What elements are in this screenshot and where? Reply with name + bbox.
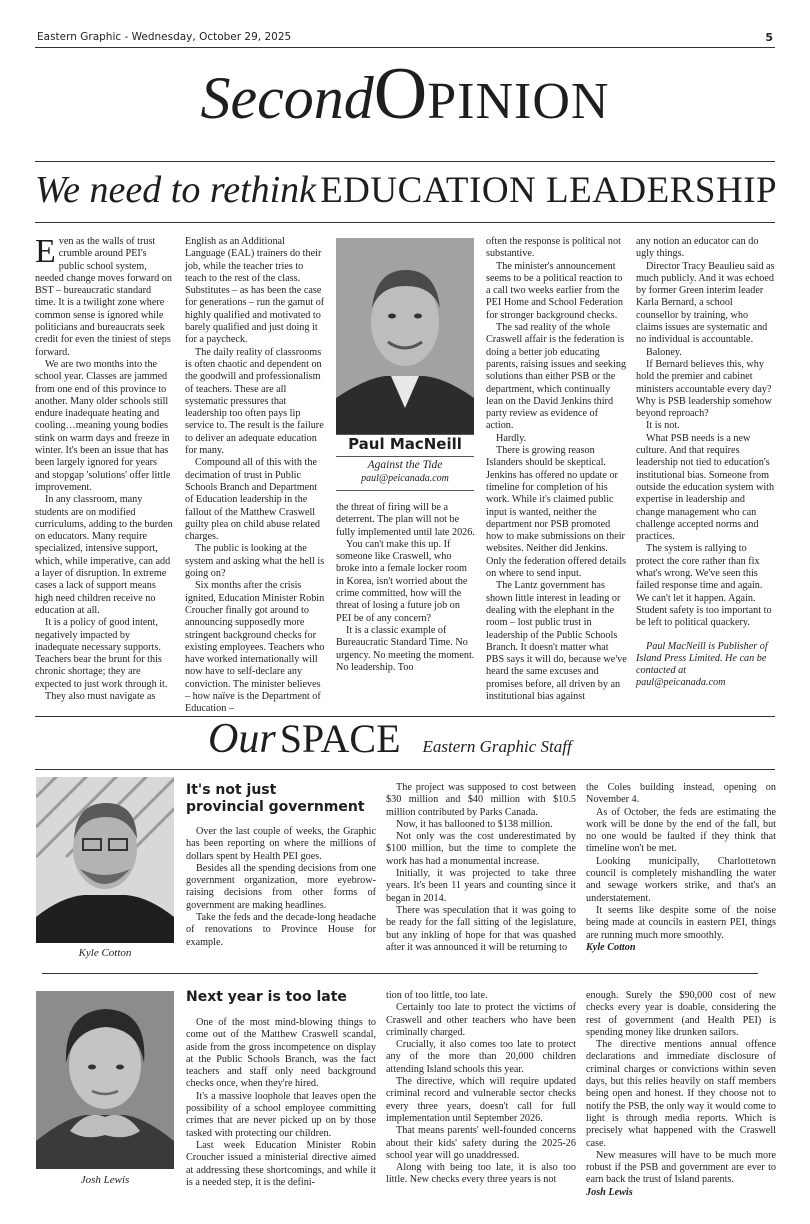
article-column-3 xyxy=(336,502,476,674)
paragraph: English as an Additional Language (EAL) trainers do their job, while the teacher tries to teach to the rest of the class. Substitutes – as has been the case for generations – run the gamut of highly qualified and motivated to barely qualified and just doing it for a paycheck. xyxy=(185,236,325,346)
photo-caption: Josh Lewis xyxy=(80,1174,130,1186)
paragraph: Not only was the cost underestimated by $100 million, but the time to complete the work has had a monumental increase. xyxy=(386,831,576,867)
paragraph: It is not. xyxy=(646,420,680,432)
story-headline xyxy=(186,782,381,818)
article-column-4 xyxy=(486,236,627,703)
paragraph: The directive mentions annual offence declarations and immediate disclosure of criminal charges or convictions within seven days, but this relies heavily on staff members being open and honest. If they choose not to notify the PSB, the only way it would come to light is through media reports. Which is precisely what happened with the Craswell case. xyxy=(586,1039,776,1149)
paragraph: ven as the walls of trust crumble around PEI's public school system, needed change moves forward on BST – bureaucratic standard time. It is a twilight zone where common sense is ignored while politicians and bureaucrats seek credit for even the tiniest of steps forward. xyxy=(35,236,172,358)
headline-rule xyxy=(35,222,775,223)
paragraph: Baloney. xyxy=(646,346,682,358)
staff-photo-kyle xyxy=(36,777,174,943)
paragraph: It seems like despite some of the noise being made at councils in eastern PEI, things are running much more smoothly. xyxy=(586,904,776,941)
paragraph: Certainly too late to protect the victims of Craswell and other teachers who have been criminally charged. xyxy=(386,1002,576,1038)
section-title xyxy=(0,52,810,136)
paragraph: enough. Surely the $90,000 cost of new checks every year is doable, considering the rest of government (and Health PEI) is spending money like drunken sailors. xyxy=(586,990,776,1038)
author-credit: Paul MacNeill is Publisher of Island Press Limited. He can be contacted at paul@peicanada.com xyxy=(636,640,768,689)
paragraph: Along with being too late, it is also too little. New checks every three years is not xyxy=(386,1162,576,1186)
paragraph: The daily reality of classrooms is often chaotic and dependent on the goodwill and professionalism of teachers. These are all systematic pressures that leadership too often pays lip service to. The result is the failure to deliver an adequate education for many. xyxy=(185,346,324,457)
headline-italic: We need to rethink xyxy=(35,169,317,211)
title-rule xyxy=(35,161,775,162)
story1-column-2 xyxy=(386,782,576,954)
paragraph: What PSB needs is a new culture. And that requires leadership not tied to education's institutional bias. Someone from outside the education system with expertise in leadership and change management who can challenge accepted norms and practices. xyxy=(636,432,775,543)
paragraph: There is growing reason Islanders should be skeptical. Jenkins has offered no update or timeline for completion of his work. While it's claimed public input is wanted, neither the department nor PSB promoted how to make submissions on their websites. Neither did Jenkins. Only the federation offered details on where to send input. xyxy=(486,445,627,580)
our-space-italic: Our xyxy=(208,716,276,762)
headline-caps: EDUCATION LEADERSHIP xyxy=(320,170,778,211)
paragraph: The directive, which will require updated criminal record and vulnerable sector checks every three years, doesn't call for full implementation until September 2026. xyxy=(386,1076,576,1124)
story2-column-1 xyxy=(186,1017,376,1189)
paragraph: The system is rallying to protect the core rather than fix what's wrong. We've seen this failed response time and again. We can't let it happen. Again. Student safety is too important to be left to political quackery. xyxy=(636,543,772,629)
paragraph: We are two months into the school year. Classes are jammed from one end of this province to another. Many older schools still endure inadequate heating and cooling…meaning young bodies stink on warm days and freeze in winter. It's been an issue that has been largely ignored for years and stopgap 'solutions' offer little improvement. xyxy=(35,358,171,493)
paragraph: The project was supposed to cost between $30 million and $40 million with $10.5 million contributed by Parks Canada. xyxy=(386,782,576,818)
our-space-caps: SPACE xyxy=(279,716,401,761)
paragraph: As of October, the feds are estimating the work will be done by the end of the fall, but no one would be faulted if they think that timeline won't be met. xyxy=(586,806,776,855)
paragraph: the Coles building instead, opening on November 4. xyxy=(586,782,776,806)
author-portrait xyxy=(336,238,474,434)
story1-column-1 xyxy=(186,826,376,949)
author-name: Paul MacNeill xyxy=(348,435,462,453)
paragraph: Six months after the crisis ignited, Education Minister Robin Croucher finally got around to announcing supposedly more stringent background checks for existing employees. Teachers who have worked internationally will now have to self-declare any conviction. The minister believes – how naïve is the Department of Education – xyxy=(185,580,325,715)
paragraph: Besides all the spending decisions from one government organization, more eyebrow-raising decisions from other forms of government are making headlines. xyxy=(186,862,376,911)
author-email: paul@peicanada.com xyxy=(361,473,449,484)
paragraph: any notion an educator can do ugly things. xyxy=(636,236,759,260)
byline-rule xyxy=(336,456,474,457)
paragraph: Take the feds and the decade-long headache of renovations to Province House for example. xyxy=(186,912,376,948)
headline xyxy=(35,168,780,220)
paragraph: There was speculation that it was going to be ready for the fall sitting of the legislature, but any inkling of hope for that was quashed after it was announced it will be returning to xyxy=(386,904,576,953)
paragraph: Looking municipally, Charlottetown council is completely mishandling the water and sewage workers strike, and that's an understatement. xyxy=(586,855,776,904)
folio-rule xyxy=(35,47,775,48)
story-divider xyxy=(42,973,758,974)
author-photo xyxy=(336,238,474,434)
page-number: 5 xyxy=(765,31,773,44)
section-title-caps: PINION xyxy=(427,73,610,130)
paragraph: One of the most mind-blowing things to come out of the Matthew Craswell scandal, aside from the gross incompetence on display at the Public Schools Branch, was the fact teachers and staff only need background checks once, when they're hired. xyxy=(186,1017,376,1090)
story2-column-2 xyxy=(386,990,576,1187)
paragraph: The minister's announcement seems to be a political reaction to a call two weeks earlier from the PEI Home and School Federation for stronger background checks. xyxy=(486,260,623,321)
paragraph: It's a massive loophole that leaves open the possibility of a school employee committing crimes that are never picked up on by those tasked with protecting our children. xyxy=(186,1090,376,1139)
paragraph: Crucially, it also comes too late to protect any of the more than 20,000 children attending Island schools this year. xyxy=(386,1039,576,1075)
story-signature: Josh Lewis xyxy=(586,1186,633,1198)
paragraph: It is a policy of good intent, negatively impacted by inadequate necessary supports. Teachers bear the brunt for this chronic shortage; they are expected to just work through it. xyxy=(35,617,168,690)
article-column-2 xyxy=(185,236,325,716)
staff-photo-josh xyxy=(36,991,174,1169)
josh-portrait xyxy=(36,991,174,1169)
paragraph: Last week Education Minister Robin Croucher issued a ministerial directive aimed at addressing these shortcomings, and while it is a needed step, it is the defini- xyxy=(186,1139,376,1188)
story-headline-line: provincial government xyxy=(186,799,365,815)
article-column-1 xyxy=(35,233,174,703)
paragraph: If Bernard believes this, why hold the premier and cabinet ministers accountable every day? Why is PSB leadership somehow beyond reproach? xyxy=(636,358,772,420)
paragraph: Director Tracy Beaulieu said as much publicly. And it was echoed by former Green interim leader Karla Bernard, a school counsellor by training, who claims issues are systematic and no individual is accountable. xyxy=(636,260,775,346)
paragraph: the threat of firing will be a deterrent. The plan will not be fully implemented until late 2026. xyxy=(336,502,475,538)
folio-text: Eastern Graphic - Wednesday, October 29, 2025 xyxy=(37,31,292,43)
story-headline-line: It's not just xyxy=(186,782,277,798)
paragraph: You can't make this up. If someone like Craswell, who broke into a female locker room in Korea, isn't worried about the crime committed, how will the threat of losing a future job on PEI be of any concern? xyxy=(336,538,468,624)
byline-rule xyxy=(336,490,474,491)
paragraph: tion of too little, too late. xyxy=(386,990,488,1001)
paragraph: In any classroom, many students are on modified curriculums, adding to the burden on educators. Many require specialized, intensive support, which, while imperative, can add a layer of disruption. In extreme cases a lack of support means high need children receive no education at all. xyxy=(35,494,173,616)
section-rule xyxy=(35,769,775,770)
column-name: Against the Tide xyxy=(367,459,443,471)
paragraph: often the response is political not substantive. xyxy=(486,236,621,260)
paragraph: The sad reality of the whole Craswell affair is the federation is doing a better job educating parents, raising issues and seeking solutions than either PSB or the department, which continually lean on the David Jenkins third party review as evidence of action. xyxy=(486,322,627,432)
paragraph: That means parents' well-founded concerns about their kids' safety during the 2025-26 school year will go unaddressed. xyxy=(386,1125,576,1161)
drop-cap: E xyxy=(35,233,56,270)
paragraph: Compound all of this with the decimation of trust in Public Schools Branch and Department of Education leadership in the fallout of the Matthew Craswell guilty plea on child abuse related charges. xyxy=(185,457,320,543)
folio xyxy=(37,31,773,47)
story2-column-3 xyxy=(586,990,776,1199)
story1-column-3 xyxy=(586,782,776,954)
section-title-italic: Second xyxy=(200,65,374,131)
our-space-title xyxy=(0,715,810,771)
section-title-big-letter: O xyxy=(373,53,428,135)
paragraph: They also must navigate as xyxy=(45,690,156,702)
photo-caption: Kyle Cotton xyxy=(78,947,132,959)
paragraph: It is a classic example of Bureaucratic Standard Time. No urgency. No meeting the moment. No leadership. Too xyxy=(336,624,475,673)
kyle-portrait xyxy=(36,777,174,943)
article-column-5 xyxy=(636,236,776,690)
paragraph: Hardly. xyxy=(496,432,527,444)
our-space-staff: Eastern Graphic Staff xyxy=(422,737,572,756)
story-headline: Next year is too late xyxy=(186,989,347,1005)
paragraph: The public is looking at the system and asking what the hell is going on? xyxy=(185,543,325,580)
paragraph: The Lantz government has shown little interest in leading or dealing with the elephant in the room – lost public trust in leadership of the Public Schools Branch. It doesn't matter what PBS says it will do, because we've heard the same excuses and promises before, all driven by an institutional bias against xyxy=(486,580,627,702)
paragraph: Initially, it was projected to take three years. It's been 11 years and counting since it began in 2014. xyxy=(386,868,576,904)
paragraph: New measures will have to be much more robust if the PSB and government are ever to earn back the trust of Island parents. xyxy=(586,1149,776,1186)
paragraph: Over the last couple of weeks, the Graphic has been reporting on where the millions of dollars spent by Health PEI goes. xyxy=(186,826,376,862)
paragraph: Now, it has ballooned to $138 million. xyxy=(396,818,553,830)
story-signature: Kyle Cotton xyxy=(586,941,636,953)
